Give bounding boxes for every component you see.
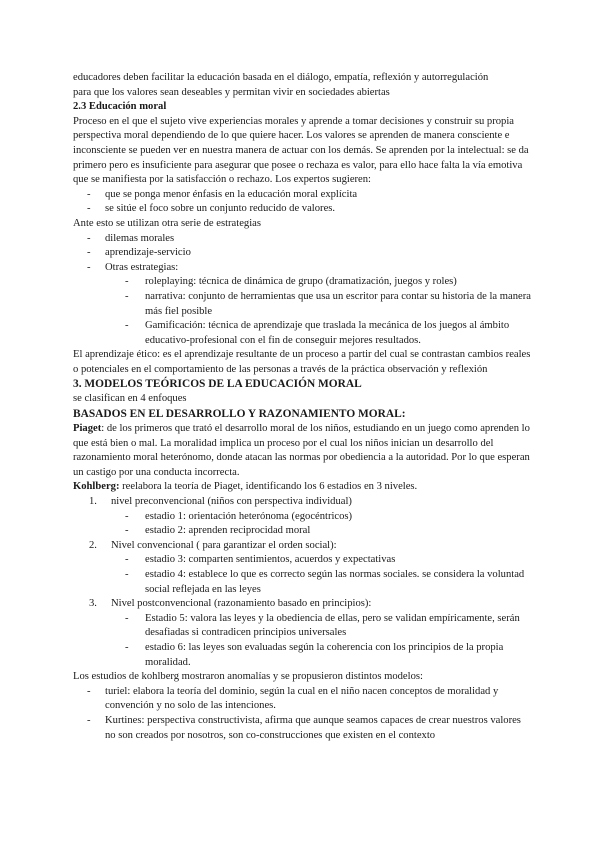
bullet-marker: - (125, 276, 129, 288)
section-2-3-heading: 2.3 Educación moral (73, 101, 167, 113)
model-item (73, 685, 533, 714)
model-item (73, 714, 533, 743)
level-label: Nivel convencional ( para garantizar el orden social): (111, 539, 337, 551)
level-item (73, 495, 533, 510)
bullet-marker: - (87, 232, 91, 244)
stage-text: estadio 1: orientación heterónoma (egocéntricos) (145, 510, 353, 522)
intro-line-2: para que los valores sean deseables y permitan vivir en sociedades abiertas (73, 86, 390, 98)
bullet-marker: - (125, 554, 129, 566)
kohlberg-paragraph (73, 480, 533, 495)
suggestion-text: que se ponga menor énfasis en la educación moral explícita (105, 188, 358, 200)
moral-education-paragraph: Proceso en el que el sujeto vive experiencias morales y aprende a tomar decisiones y construir su propia perspectiva moral dependiendo de lo que quiere hacer. Los valores se aprenden de manera consciente e inconsciente se pueden ver en nuestra manera de actuar con los demás. Se aprenden por la intelectual: se da primero pero es insuficiente para asegurar que posee o rechaza es valor, para ello hace falta la vía emotiva que se manifiesta por la satisfacción o rechazo. Los expertos sugieren: (73, 115, 529, 186)
kohlberg-name: Kohlberg: (73, 481, 120, 493)
stage-item (73, 510, 533, 525)
strategy-item (73, 246, 533, 261)
section-3-subtitle: se clasifican en 4 enfoques (73, 393, 187, 405)
stage-text: estadio 6: las leyes son evaluadas según la coherencia con los principios de la propia moralidad. (145, 641, 504, 668)
suggestion-item (73, 202, 533, 217)
stage-text: Estadio 5: valora las leyes y la obediencia de ellas, pero se validan empíricamente, serán desafiadas si contradicen principios universales (145, 612, 520, 639)
piaget-paragraph (73, 422, 533, 480)
strategy-text: Otras estrategias: (105, 261, 179, 273)
piaget-text: : de los primeros que trató el desarrollo moral de los niños, estudiando en un juego como aprenden lo que está bien o mal. La moralidad implica un proceso por el cual los niños inician un desarrollo del razonamiento moral heterónomo, donde atacan las normas por obediencia a la autoridad. Por lo que esperan un castigo por una conducta incorrecta. (73, 423, 530, 478)
suggestion-item (73, 188, 533, 203)
other-strategy-item (73, 275, 533, 290)
level-number: 1. (89, 496, 97, 508)
bullet-marker: - (87, 261, 91, 273)
level-number: 2. (89, 539, 97, 551)
stage-item (73, 612, 533, 641)
other-strategy-text: roleplaying: técnica de dinámica de grupo (dramatización, juegos y roles) (145, 276, 457, 288)
bullet-marker: - (125, 510, 129, 522)
strategies-intro: Ante esto se utilizan otra serie de estrategias (73, 217, 261, 229)
section-3-heading: 3. MODELOS TEÓRICOS DE LA EDUCACIÓN MORAL (73, 378, 362, 391)
bullet-marker: - (87, 188, 91, 200)
level-item (73, 539, 533, 554)
level-item (73, 597, 533, 612)
other-strategy-item (73, 290, 533, 319)
other-strategy-text: Gamificación: técnica de aprendizaje que traslada la mecánica de los juegos al ámbito educativo-profesional con el fin de conseguir mejores resultados. (145, 320, 510, 346)
bullet-marker: - (125, 290, 129, 302)
strategy-text: aprendizaje-servicio (105, 247, 191, 259)
stage-item (73, 568, 533, 597)
bullet-marker: - (87, 203, 91, 215)
kohlberg-text: reelabora la teoría de Piaget, identificando los 6 estadios en 3 niveles. (119, 481, 418, 493)
model-text: turiel: elabora la teoría del dominio, según la cual en el niño nacen conceptos de moralidad y convención y no solo de las intenciones. (105, 685, 499, 712)
level-label: Nivel postconvencional (razonamiento basado en principios): (111, 598, 372, 610)
anomalies-paragraph: Los estudios de kohlberg mostraron anomalías y se propusieron distintos modelos: (73, 671, 423, 683)
bullet-marker: - (125, 525, 129, 537)
strategy-item (73, 261, 533, 276)
stage-item (73, 553, 533, 568)
document-page (73, 71, 533, 743)
bullet-marker: - (125, 320, 129, 332)
ethical-learning-paragraph: El aprendizaje ético: es el aprendizaje resultante de un proceso a partir del cual se contrastan cambios reales o potenciales en el comportamiento de las personas a través de la práctica observación y reflexión (73, 349, 531, 375)
bullet-marker: - (87, 247, 91, 259)
strategy-item (73, 232, 533, 247)
piaget-name: Piaget (73, 423, 102, 435)
level-number: 3. (89, 598, 97, 610)
stage-text: estadio 4: establece lo que es correcto según las normas sociales. se considera la voluntad social reflejada en las leyes (145, 569, 525, 595)
stage-item (73, 641, 533, 670)
suggestion-text: se sitúe el foco sobre un conjunto reducido de valores. (105, 203, 336, 215)
bullet-marker: - (125, 641, 129, 653)
bullet-marker: - (125, 569, 129, 580)
level-label: nivel preconvencional (niños con perspectiva individual) (111, 496, 352, 508)
strategy-text: dilemas morales (105, 232, 175, 244)
other-strategy-text: narrativa: conjunto de herramientas que usa un escritor para contar su historia de la manera más fiel posible (145, 290, 531, 317)
section-3-subheading: BASADOS EN EL DESARROLLO Y RAZONAMIENTO MORAL: (73, 408, 406, 421)
bullet-marker: - (87, 685, 91, 697)
stage-item (73, 524, 533, 539)
stage-text: estadio 2: aprenden reciprocidad moral (145, 525, 311, 537)
model-text: Kurtines: perspectiva constructivista, afirma que aunque seamos capaces de crear nuestros valores no son creados por nosotros, son co-construcciones que existen en el contexto (105, 714, 521, 741)
intro-line-1: educadores deben facilitar la educación basada en el diálogo, empatía, reflexión y autorregulación (73, 72, 489, 83)
bullet-marker: - (125, 612, 129, 624)
other-strategy-item (73, 319, 533, 348)
stage-text: estadio 3: comparten sentimientos, acuerdos y expectativas (145, 554, 396, 566)
bullet-marker: - (87, 714, 91, 726)
